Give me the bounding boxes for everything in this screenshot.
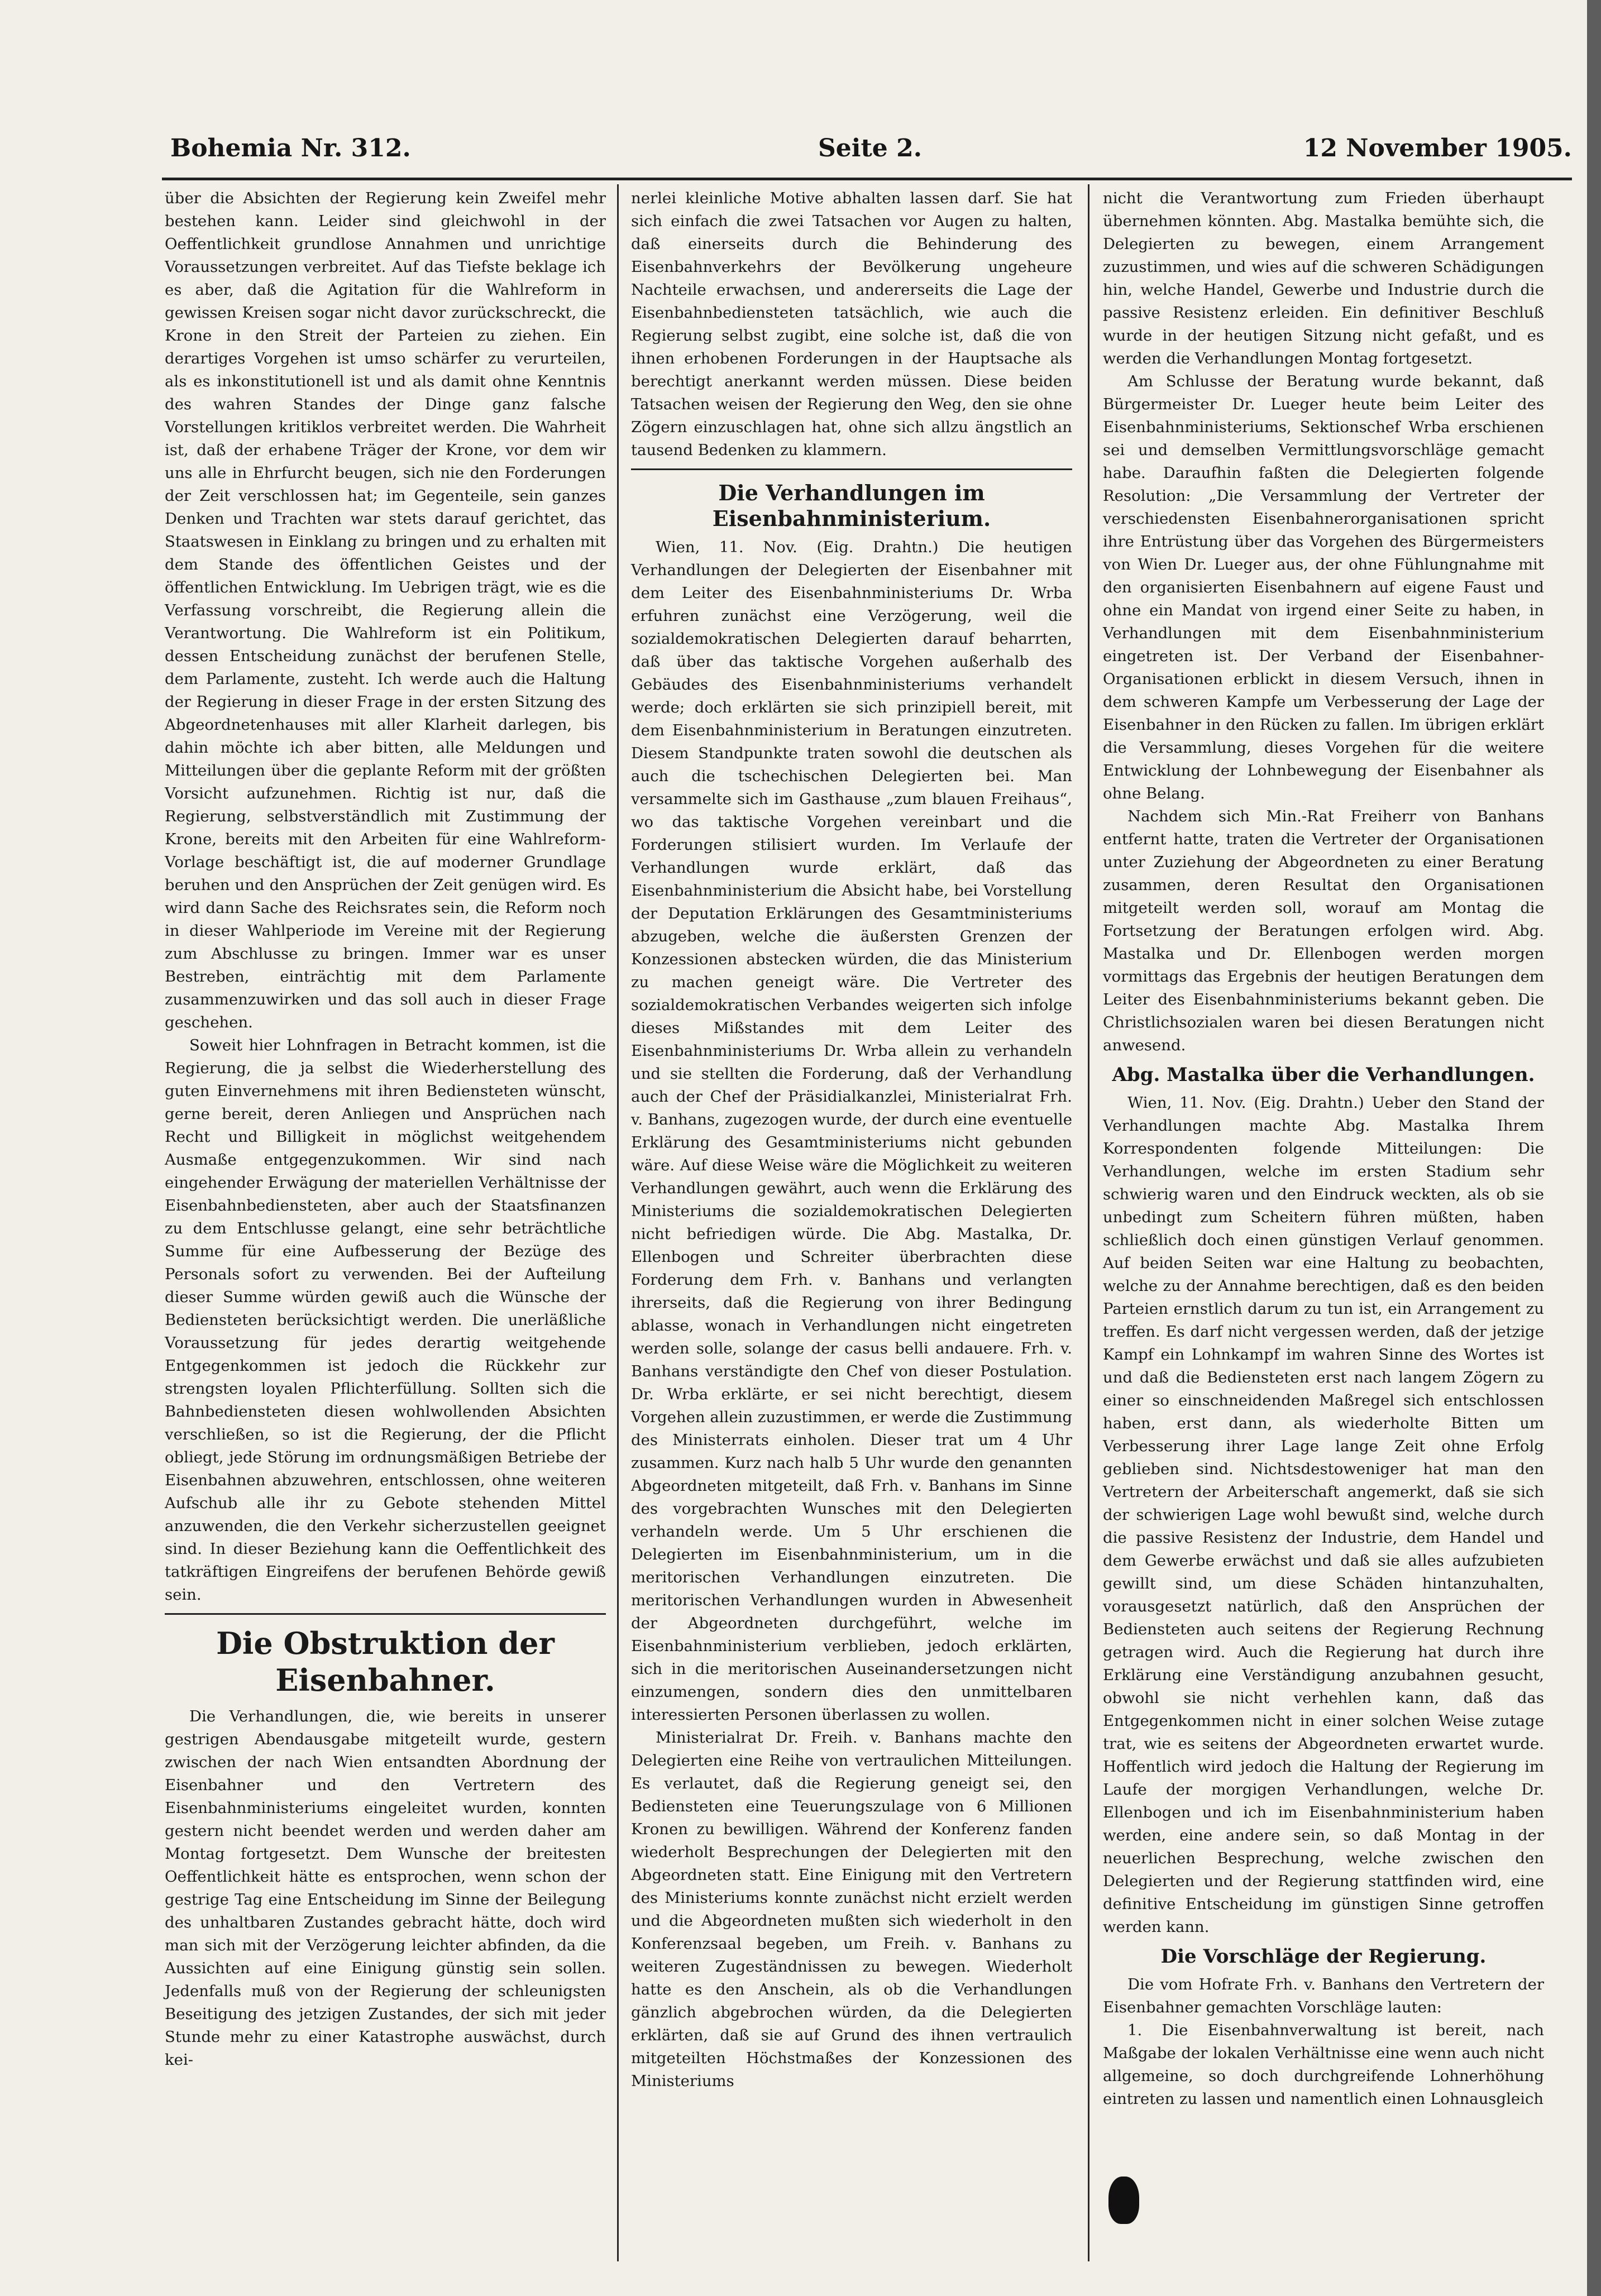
section-headline: Die Verhandlungen im Eisenbahnministerium. bbox=[712, 480, 991, 531]
article-paragraph: nerlei kleinliche Motive abhalten lassen darf. Sie hat sich einfach die zwei Tatsachen vor Augen zu halten, daß einerseits durch die Behinderung des Eisenbahnverkehrs der Bevölkerung ungeheure Nachteile erwachsen, und andererseits die Lage der Eisenbahnbediensteten tatsächlich, wie auch die Regierung selbst zugibt, eine solche ist, daß die von ihnen erhobenen Forderungen in der Hauptsache als berechtigt anerkannt werden müssen. Diese beiden Tatsachen weisen der Regierung den Weg, den sie ohne Zögern einzuschlagen hat, ohne sich allzu ängstlich an tausend Bedenken zu klammern. bbox=[631, 189, 1072, 459]
issue-date: 12 November 1905. bbox=[1303, 134, 1572, 162]
article-paragraph: Die Verhandlungen, die, wie bereits in unserer gestrigen Abendausgabe mitgeteilt wurde, gestern zwischen der nach Wien entsandten Abordnung der Eisenbahner und den Vertretern des Eisenbahnministeriums eingeleitet wurden, konnten gestern nicht beendet werden und werden daher am Montag fortgesetzt. Dem Wunsche der breitesten Oeffentlichkeit hätte es entsprochen, wenn schon der gestrige Tag eine Entscheidung im Sinne der Beilegung des unhaltbaren Zustandes gebracht hätte, doch wird man sich mit der Verzögerung leichter abfinden, da die Aussichten auf eine Einigung günstig sein sollen. Jedenfalls muß von der Regierung der schleunigsten Beseitigung des jetzigen Zustandes, der sich mit jeder Stunde mehr zu einer Katastrophe auswächst, durch kei- bbox=[165, 1707, 606, 2069]
section-separator bbox=[631, 468, 1072, 470]
column-1 bbox=[165, 187, 606, 2072]
column-divider bbox=[617, 184, 619, 2261]
column-divider bbox=[1088, 184, 1089, 2261]
header-rule bbox=[162, 178, 1572, 180]
page-header bbox=[170, 134, 1572, 173]
ink-blot bbox=[1108, 2177, 1139, 2224]
article-paragraph: Am Schlusse der Beratung wurde bekannt, daß Bürgermeister Dr. Lueger heute beim Leiter des Eisenbahnministeriums, Sektionschef Wrba erschienen sei und demselben Vermittlungsvorschläge gemacht habe. Daraufhin faßten die Delegierten folgende Resolution: „Die Versammlung der Vertreter der verschiedensten Eisenbahnerorganisationen spricht ihre Entrüstung über das Vorgehen des Bürgermeisters von Wien Dr. Lueger aus, der ohne Fühlungnahme mit den organisierten Eisenbahnern auf eigene Faust und ohne ein Mandat von irgend einer Seite zu haben, in Verhandlungen mit dem Eisenbahnministerium eingetreten ist. Der Verband der Eisenbahner-Organisationen erblickt in diesem Versuch, ihnen in dem schweren Kampfe um Verbesserung der Lage der Eisenbahner in den Rücken zu fallen. Im übrigen erklärt die Versammlung, dieses Vorgehen für die weitere Entwicklung der Lohnbewegung der Eisenbahner als ohne Belang. bbox=[1103, 372, 1544, 802]
article-paragraph: über die Absichten der Regierung kein Zweifel mehr bestehen kann. Leider sind gleichwohl in der Oeffentlichkeit grundlose Annahmen und unrichtige Voraussetzungen verbreitet. Auf das Tiefste beklage ich es aber, daß die Agitation für die Wahlreform in gewissen Kreisen sogar nicht davor zurückschreckt, die Krone in den Streit der Parteien zu ziehen. Ein derartiges Vorgehen ist umso schärfer zu verurteilen, als es inkonstitutionell ist und als damit ohne Kenntnis des wahren Standes der Dinge ganz falsche Vorstellungen kritiklos verbreitet werden. Die Wahrheit ist, daß der erhabene Träger der Krone, vor dem wir uns alle in Ehrfurcht beugen, sich nie den Forderungen der Zeit verschlossen hat; im Gegenteile, sein ganzes Denken und Trachten war stets darauf gerichtet, das Staatswesen in Einklang zu bringen und zu erhalten mit dem Stande des öffentlichen Geistes und der öffentlichen Entwicklung. Im Uebrigen trägt, wie es die Verfassung vorschreibt, die Regierung allein die Verantwortung. Die Wahlreform ist ein Politikum, dessen Entscheidung zunächst der berufenen Stelle, dem Parlamente, zusteht. Ich werde auch die Haltung der Regierung in dieser Frage in der ersten Sitzung des Abgeordnetenhauses mit aller Klarheit darlegen, bis dahin möchte ich aber bitten, alle Meldungen und Mitteilungen über die geplante Reform mit der größten Vorsicht aufzunehmen. Richtig ist nur, daß die Regierung, selbstverständlich mit Zustimmung der Krone, bereits mit den Arbeiten für eine Wahlreform-Vorlage beschäftigt ist, die auf moderner Grundlage beruhen und den Ansprüchen der Zeit genügen wird. Es wird dann Sache des Reichsrates sein, die Reform noch in dieser Wahlperiode im Vereine mit der Regierung zum Abschlusse zu bringen. Immer war es unser Bestreben, einträchtig mit dem Parlamente zusammenzuwirken und das soll auch in dieser Frage geschehen. bbox=[165, 189, 606, 1031]
article-headline: Die Obstruktion der Eisenbahner. bbox=[216, 1625, 555, 1698]
scan-border bbox=[1587, 0, 1601, 2296]
section-separator bbox=[165, 1613, 606, 1615]
article-paragraph: Nachdem sich Min.-Rat Freiherr von Banhans entfernt hatte, traten die Vertreter der Organisationen unter Zuziehung der Abgeordneten zu einer Beratung zusammen, deren Resultat den Organisationen mitgeteilt werden soll, worauf am Montag die Fortsetzung der Beratungen erfolgen wird. Abg. Mastalka und Dr. Ellenbogen werden morgen vormittags das Ergebnis der heutigen Beratungen dem Leiter des Eisenbahnministeriums bekannt geben. Die Christlichsozialen waren bei diesen Beratungen nicht anwesend. bbox=[1103, 807, 1544, 1054]
article-paragraph: Wien, 11. Nov. (Eig. Drahtn.) Ueber den Stand der Verhandlungen machte Abg. Mastalka Ihrem Korrespondenten folgende Mitteilungen: Die Verhandlungen, welche im ersten Stadium sehr schwierig waren und den Eindruck weckten, als ob sie unbedingt zum Scheitern führen müßten, haben schließlich doch einen günstigen Verlauf genommen. Auf beiden Seiten war eine Haltung zu beobachten, welche zu der Annahme berechtigen, daß es den beiden Parteien ernstlich darum zu tun ist, ein Arrangement zu treffen. Es darf nicht vergessen werden, daß der jetzige Kampf ein Lohnkampf im wahren Sinne des Wortes ist und daß die Bediensteten erst nach langem Zögern zu einer so einschneidenden Maßregel sich entschlossen haben, erst dann, als wiederholte Bitten um Verbesserung ihrer Lage lange Zeit ohne Erfolg geblieben sind. Nichtsdestoweniger hat man den Vertretern der Arbeiterschaft angemerkt, daß sie sich der schwierigen Lage wohl bewußt sind, welche durch die passive Resistenz der Industrie, dem Handel und dem Gewerbe erwächst und daß sie alles aufzubieten gewillt sind, um diese Schäden hintanzuhalten, vorausgesetzt natürlich, daß den Ansprüchen der Bediensteten auch seitens der Regierung Rechnung getragen wird. Auch die Regierung hat durch ihre Erklärung eine Verständigung anzubahnen gesucht, obwohl sie nicht verhehlen kann, daß das Entgegenkommen nicht in einer solchen Weise zutage trat, wie es seitens der Abgeordneten erwartet wurde. Hoffentlich wird jedoch die Haltung der Regierung im Laufe der morgigen Verhandlungen, welche Dr. Ellenbogen und ich im Eisenbahnministerium haben werden, eine andere sein, so daß Montag in der neuerlichen Besprechung, welche zwischen den Delegierten und der Regierung stattfinden wird, eine definitive Entscheidung im günstigen Sinne getroffen werden kann. bbox=[1103, 1094, 1544, 1936]
article-paragraph: Ministerialrat Dr. Freih. v. Banhans machte den Delegierten eine Reihe von vertraulichen Mitteilungen. Es verlautet, daß die Regierung geneigt sei, den Bediensteten eine Teuerungszulage von 6 Millionen Kronen zu bewilligen. Während der Konferenz fanden wiederholt Besprechungen der Delegierten mit den Abgeordneten statt. Eine Einigung mit den Vertretern des Ministeriums konnte zunächst nicht erzielt werden und die Abgeordneten mußten sich wiederholt in den Konferenzsaal begeben, um Freih. v. Banhans zu weiteren Zugeständnissen zu bewegen. Wiederholt hatte es den Anschein, als ob die Verhandlungen gänzlich abgebrochen würden, da die Delegierten erklärten, daß sie auf Grund des ihnen vertraulich mitgeteilten Höchstmaßes der Konzessionen des Ministeriums bbox=[631, 1729, 1072, 2090]
article-paragraph: Die vom Hofrate Frh. v. Banhans den Vertretern der Eisenbahner gemachten Vorschläge lauten: bbox=[1103, 1975, 1544, 2016]
column-3 bbox=[1103, 187, 1544, 2111]
section-headline: Die Vorschläge der Regierung. bbox=[1160, 1945, 1487, 1968]
article-paragraph: nicht die Verantwortung zum Frieden überhaupt übernehmen könnten. Abg. Mastalka bemühte sich, die Delegierten zu bewegen, einem Arrangement zuzustimmen, und wies auf die schweren Schädigungen hin, welche Handel, Gewerbe und Industrie durch die passive Resistenz erleiden. Ein definitiver Beschluß wurde in der heutigen Sitzung nicht gefaßt, und es werden die Verhandlungen Montag fortgesetzt. bbox=[1103, 189, 1544, 367]
column-2 bbox=[631, 187, 1072, 2093]
article-paragraph: Wien, 11. Nov. (Eig. Drahtn.) Die heutigen Verhandlungen der Delegierten der Eisenbahner mit dem Leiter des Eisenbahnministeriums Dr. Wrba erfuhren zunächst eine Verzögerung, weil die sozialdemokratischen Delegierten darauf beharrten, daß über das taktische Vorgehen außerhalb des Gebäudes des Eisenbahnministeriums verhandelt werde; doch erklärten sie sich prinzipiell bereit, mit dem Eisenbahnministerium in Beratungen einzutreten. Diesem Standpunkte traten sowohl die deutschen als auch die tschechischen Delegierten bei. Man versammelte sich im Gasthause „zum blauen Freihaus“, wo das taktische Vorgehen vereinbart und die Forderungen stilisiert wurden. Im Verlaufe der Verhandlungen wurde erklärt, daß das Eisenbahnministerium die Absicht habe, bei Vorstellung der Deputation Erklärungen des Gesamtministeriums abzugeben, welche die äußersten Grenzen der Konzessionen abstecken würden, die das Ministerium zu machen geneigt wäre. Die Vertreter des sozialdemokratischen Verbandes weigerten sich infolge dieses Mißstandes mit dem Leiter des Eisenbahnministeriums Dr. Wrba allein zu verhandeln und sie stellten die Forderung, daß der Verhandlung auch der Chef der Präsidialkanzlei, Ministerialrat Frh. v. Banhans, zugezogen wurde, der durch eine eventuelle Erklärung des Gesamtministeriums nicht gebunden wäre. Auf diese Weise wäre die Möglichkeit zu weiteren Verhandlungen gewährt, auch wenn die Erklärung des Ministeriums die sozialdemokratischen Delegierten nicht befriedigen würde. Die Abg. Mastalka, Dr. Ellenbogen und Schreiter überbrachten diese Forderung dem Frh. v. Banhans und verlangten ihrerseits, daß die Regierung von ihrer Bedingung ablasse, wonach in Verhandlungen nicht eingetreten werden solle, solange der casus belli andauere. Frh. v. Banhans verständigte den Chef von dieser Postulation. Dr. Wrba erklärte, er sei nicht berechtigt, diesem Vorgehen allein zuzustimmen, er werde die Zustimmung des Ministerrats einholen. Dieser trat um 4 Uhr zusammen. Kurz nach halb 5 Uhr wurde den genannten Abgeordneten mitgeteilt, daß Frh. v. Banhans im Sinne des vorgebrachten Wunsches mit den Delegierten verhandeln werde. Um 5 Uhr erschienen die Delegierten im Eisenbahnministerium, um in die meritorischen Verhandlungen einzutreten. Die meritorischen Verhandlungen wurden in Abwesenheit der Abgeordneten durchgeführt, welche im Eisenbahnministerium verblieben, jedoch erklärten, sich in die meritorischen Auseinandersetzungen nicht einzumengen, sondern dies den unmittelbaren interessierten Personen überlassen zu wollen. bbox=[631, 538, 1072, 1724]
section-headline: Abg. Mastalka über die Verhandlungen. bbox=[1112, 1064, 1535, 1086]
article-paragraph: 1. Die Eisenbahnverwaltung ist bereit, nach Maßgabe der lokalen Verhältnisse eine wenn auch nicht allgemeine, so doch durchgreifende Lohnerhöhung eintreten zu lassen und namentlich einen Lohnausgleich bbox=[1103, 2021, 1544, 2108]
page-number: Seite 2. bbox=[818, 134, 923, 162]
article-paragraph: Soweit hier Lohnfragen in Betracht kommen, ist die Regierung, die ja selbst die Wiederherstellung des guten Einvernehmens mit ihren Bediensteten wünscht, gerne bereit, deren Anliegen und Ansprüchen nach Recht und Billigkeit in möglichst weitgehendem Ausmaße entgegenzukommen. Wir sind nach eingehender Erwägung der materiellen Verhältnisse der Eisenbahnbediensteten, aber auch der Staatsfinanzen zu dem Entschlusse gelangt, eine sehr beträchtliche Summe für eine Aufbesserung der Bezüge des Personals sofort zu verwenden. Bei der Aufteilung dieser Summe würden gewiß auch die Wünsche der Bediensteten berücksichtigt werden. Die unerläßliche Voraussetzung für jedes derartig weitgehende Entgegenkommen ist jedoch die Rückkehr zur strengsten loyalen Pflichterfüllung. Sollten sich die Bahnbediensteten diesen wohlwollenden Absichten verschließen, so ist die Regierung, der die Pflicht obliegt, jede Störung im ordnungsmäßigen Betriebe der Eisenbahnen abzuwehren, entschlossen, ohne weiteren Aufschub alle ihr zu Gebote stehenden Mittel anzuwenden, die den Verkehr sicherzustellen geeignet sind. In dieser Beziehung kann die Oeffentlichkeit des tatkräftigen Eingreifens der berufenen Behörde gewiß sein. bbox=[165, 1036, 606, 1604]
newspaper-title: Bohemia Nr. 312. bbox=[170, 134, 411, 162]
